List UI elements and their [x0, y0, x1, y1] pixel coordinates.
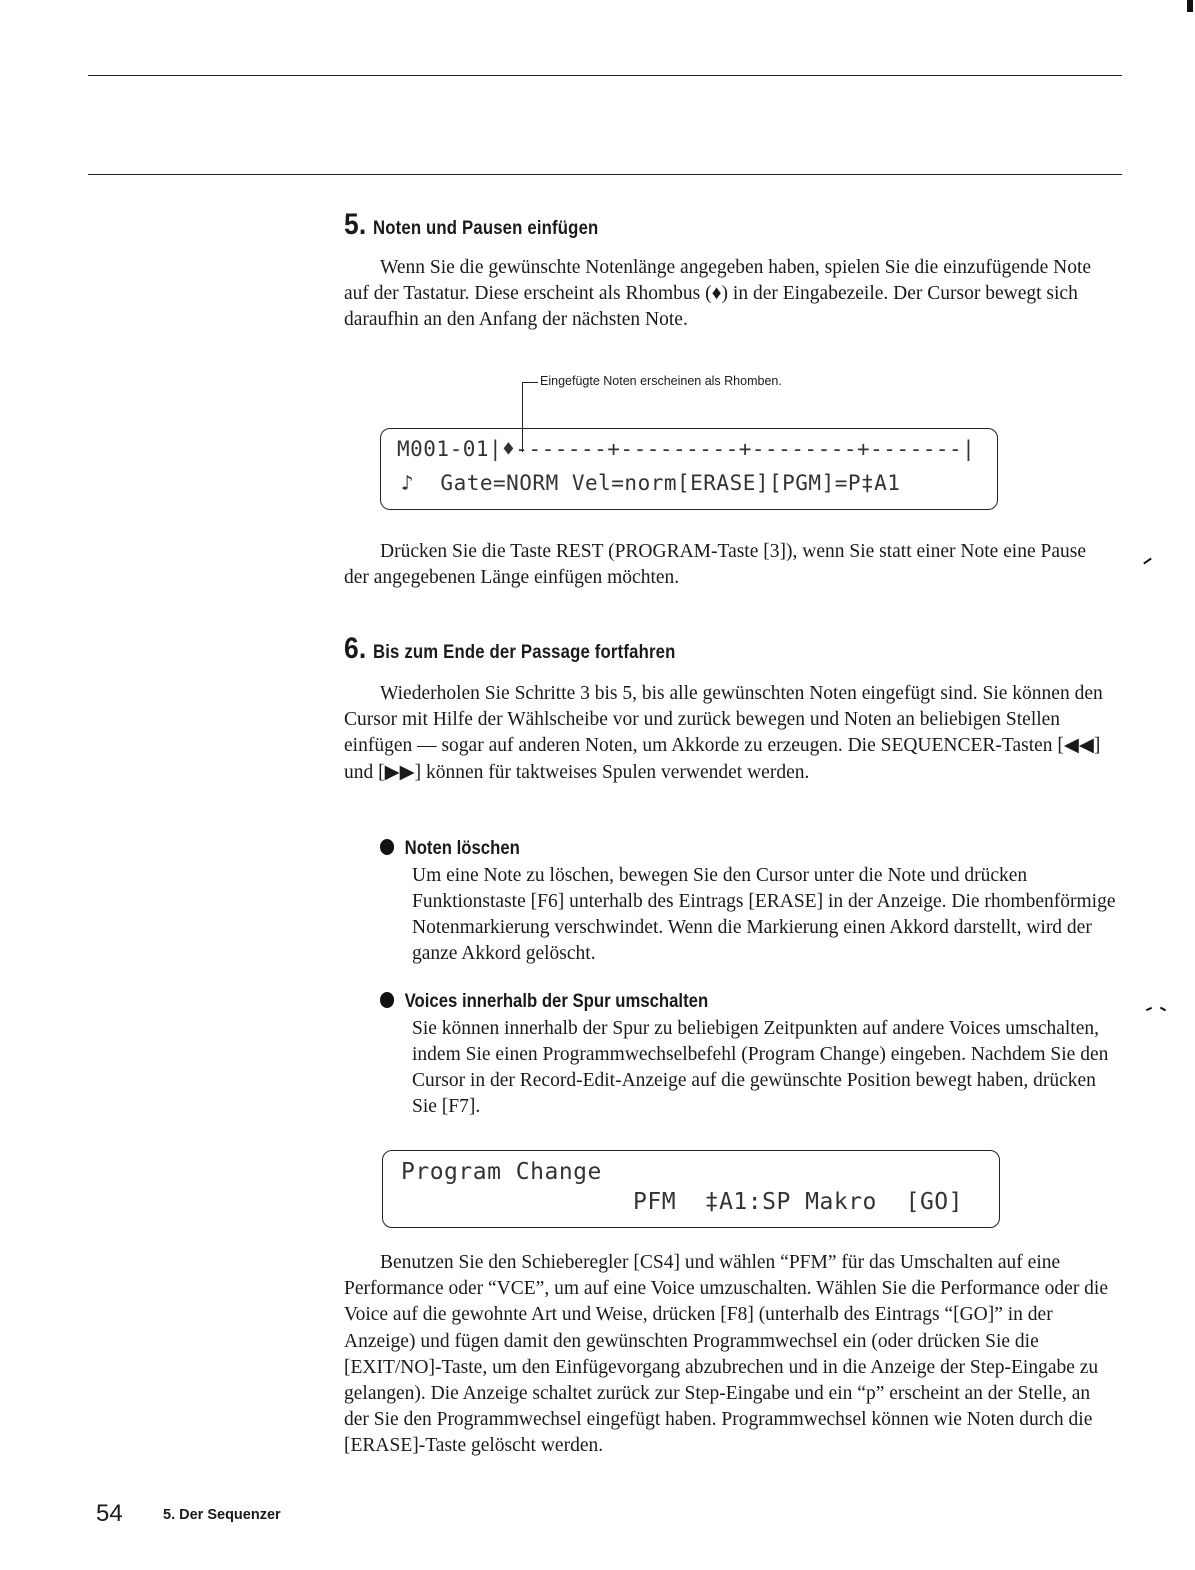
step6-number: 6. [344, 632, 367, 665]
scan-mark [1160, 1007, 1166, 1012]
step-input-display [380, 428, 998, 510]
scan-mark [1146, 1007, 1152, 1011]
chapter-title: 5. Der Sequenzer [163, 1507, 281, 1523]
step6-title: Bis zum Ende der Passage fortfahren [372, 642, 676, 663]
page-number: 54 [96, 1500, 123, 1527]
bullet-delete-title: Noten löschen [404, 838, 520, 859]
top-rule [88, 75, 1122, 76]
display-line-1: M001-01|♦-------+---------+--------+-------| [397, 437, 976, 461]
rest-paragraph: Drücken Sie die Taste REST (PROGRAM-Taste [3]), wenn Sie statt einer Note eine Pause der angegebenen Länge einfügen möchten. [344, 541, 1086, 589]
callout-pointer [522, 382, 538, 383]
program-display-line-1: Program Change [401, 1159, 602, 1185]
bullet-icon [380, 839, 394, 855]
bullet-voices-heading [380, 991, 708, 1013]
step6-heading [344, 632, 676, 666]
scan-mark [1143, 558, 1152, 565]
scan-mark [1187, 0, 1193, 12]
step5-paragraph: Wenn Sie die gewünschte Notenlänge angegeben haben, spielen Sie die einzufügende Note auf der Tastatur. Diese erscheint als Rhombus (♦) in der Eingabezeile. Der Cursor bewegt sich daraufhin an den Anfang der nächsten Note. [344, 257, 1092, 331]
display-line-2: ♪ Gate=NORM Vel=norm[ERASE][PGM]=P‡A1 [401, 471, 901, 495]
bullet-voices-body: Sie können innerhalb der Spur zu beliebigen Zeitpunkten auf andere Voices umschalten, indem Sie einen Programmwechselbefehl (Program Change) eingeben. Nachdem Sie den Cursor in der Record-Edit-Anzeige auf die gewünschte Position bewegt haben, drücken Sie [F7]. [412, 1018, 1109, 1117]
bullet-voices-title: Voices innerhalb der Spur umschalten [404, 991, 709, 1012]
callout-label: Eingefügte Noten erscheinen als Rhomben. [540, 374, 782, 388]
step5-heading [344, 208, 598, 242]
program-display-line-2: PFM ‡A1:SP Makro [GO] [633, 1189, 963, 1215]
step5-title: Noten und Pausen einfügen [372, 218, 599, 239]
step5-number: 5. [344, 208, 367, 241]
bullet-icon [380, 992, 394, 1008]
program-change-display [382, 1150, 1000, 1228]
bullet-delete-heading [380, 838, 520, 860]
bullet-delete-body: Um eine Note zu löschen, bewegen Sie den Cursor unter die Note und drücken Funktionstaste [F6] unterhalb des Eintrags [ERASE] in der Anzeige. Die rhombenförmige Notenmarkierung verschwindet. Wenn die Markierung einen Akkord darstellt, wird der ganze Akkord gelöscht. [412, 865, 1116, 964]
section-rule [88, 174, 1122, 175]
final-paragraph: Benutzen Sie den Schieberegler [CS4] und wählen “PFM” für das Umschalten auf eine Performance oder “VCE”, um auf eine Voice umzuschalten. Wählen Sie die Performance oder die Voice auf die gewohnte Art und Weise, drücken [F8] (unterhalb des Eintrags “[GO]” in der Anzeige) und fügen damit den gewünschten Programmwechsel ein (oder drücken Sie die [EXIT/NO]-Taste, um den Einfügevorgang abzubrechen und in die Anzeige der Step-Eingabe zu gelangen). Die Anzeige schaltet zurück zur Step-Eingabe und ein “p” erscheint an der Stelle, an der Sie den Programmwechsel eingefügt haben. Programmwechsel können wie Noten durch die [ERASE]-Taste gelöscht werden. [344, 1252, 1109, 1457]
step6-paragraph: Wiederholen Sie Schritte 3 bis 5, bis alle gewünschten Noten eingefügt sind. Sie können den Cursor mit Hilfe der Wählscheibe vor und zurück bewegen und Noten an beliebigen Stellen einfügen — sogar auf anderen Noten, um Akkorde zu erzeugen. Die SEQUENCER-Tasten [◀◀] und [▶▶] können für taktweises Spulen verwendet werden. [344, 683, 1103, 783]
